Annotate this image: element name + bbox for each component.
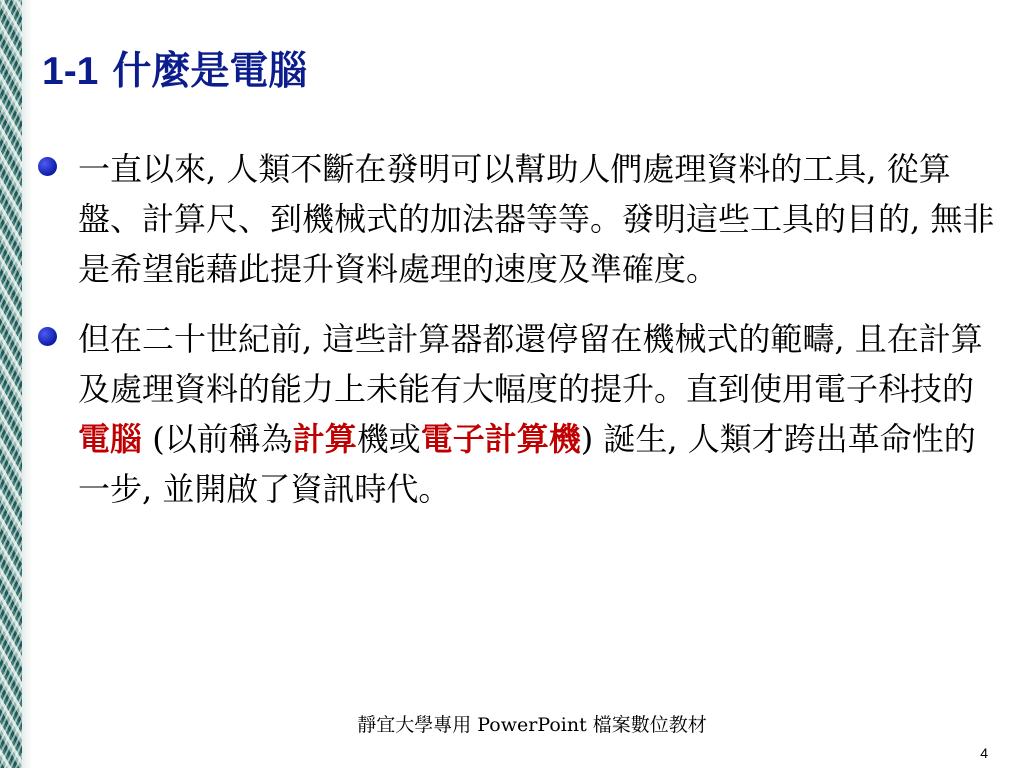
title-text: 什麼是電腦 <box>112 48 308 94</box>
highlight-term: 計算 <box>292 420 357 458</box>
bullet-item <box>34 144 1004 294</box>
slide-footer: 靜宜大學專用 PowerPoint 檔案數位教材 <box>357 714 707 736</box>
texture-fade <box>22 0 32 768</box>
bullet-text: 一直以來, 人類不斷在發明可以幫助人們處理資料的工具, 從算盤、計算尺、到機械式的加法器等等。發明這些工具的目的, 無非是希望能藉此提升資料處理的速度及準確度。 <box>78 150 995 288</box>
bullet-text-segment: 但在二十世紀前, 這些計算器都還停留在機械式的範疇, 且在計算及處理資料的能力上未能有大幅度的提升。直到使用電子科技的 <box>78 320 983 408</box>
bullet-dot-icon <box>38 327 57 346</box>
slide-title <box>42 46 307 97</box>
page-number: 4 <box>980 745 988 761</box>
title-number: 1-1 <box>42 50 99 93</box>
decorative-texture-strip <box>0 0 22 768</box>
bullet-text-segment: ) 誕生, 人類才跨出革命性的一步, 並開啟了資訊時代。 <box>78 420 976 508</box>
highlight-term: 電腦 <box>78 420 143 458</box>
bullet-dot-icon <box>38 157 57 176</box>
highlight-term: 電子計算機 <box>420 420 581 458</box>
bullet-item <box>34 314 1004 514</box>
bullet-text-segment: 機或 <box>356 420 421 458</box>
bullet-text-segment: (以前稱為 <box>142 420 293 458</box>
slide-body <box>34 144 1004 534</box>
